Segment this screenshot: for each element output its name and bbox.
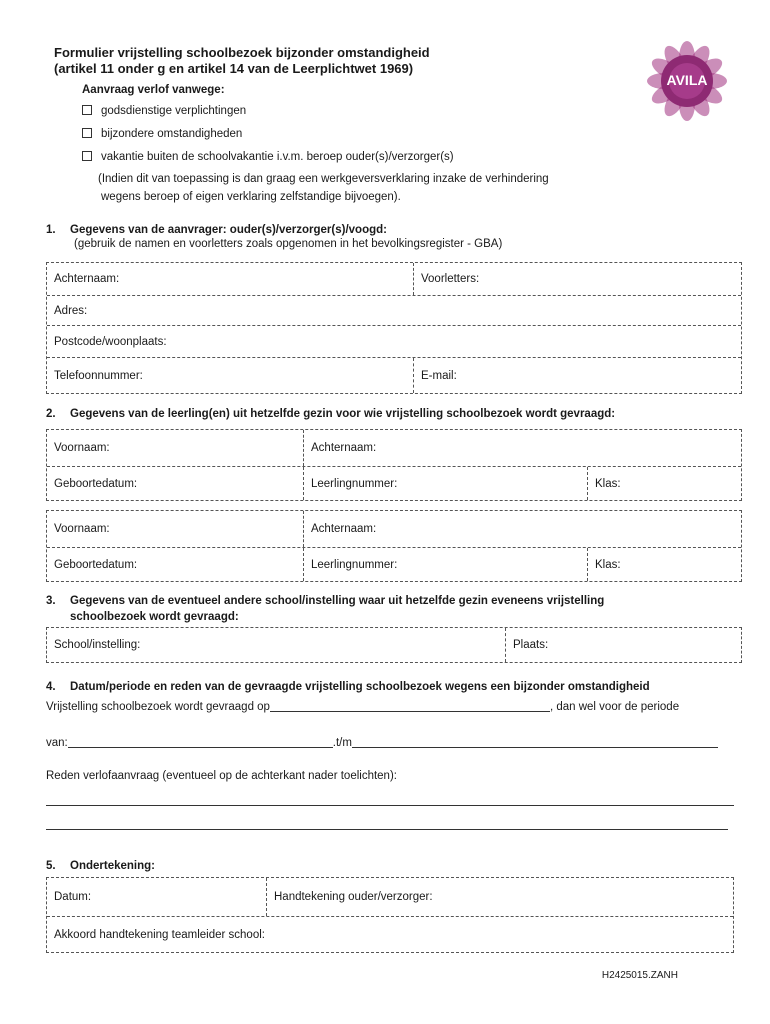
form-title-line-1: Formulier vrijstelling schoolbezoek bijzonder omstandigheid: [54, 45, 430, 60]
telefoon-field[interactable]: Telefoonnummer:: [54, 369, 143, 382]
applicant-table: [46, 262, 742, 394]
option-label: godsdienstige verplichtingen: [101, 105, 247, 117]
other-school-table: [46, 627, 742, 663]
email-field[interactable]: E-mail:: [413, 358, 741, 393]
table-row: [47, 295, 741, 325]
date-prefix: Vrijstelling schoolbezoek wordt gevraagd op: [46, 701, 270, 713]
section-number: 3.: [46, 595, 56, 607]
option-vakantie[interactable]: [82, 151, 454, 163]
table-row: [47, 628, 741, 662]
voornaam-field[interactable]: Voornaam:: [54, 523, 110, 535]
table-row: [47, 325, 741, 357]
table-row: [47, 357, 741, 393]
section-4-heading: [46, 679, 650, 695]
achternaam-field[interactable]: Achternaam:: [303, 430, 741, 466]
form-title-line-2: (artikel 11 onder g en artikel 14 van de Leerplichtwet 1969): [54, 61, 414, 76]
date-suffix: , dan wel voor de periode: [549, 701, 680, 713]
achternaam-field[interactable]: Achternaam:: [54, 273, 120, 285]
period-prefix: van:: [46, 737, 68, 749]
section-5-heading: [46, 858, 155, 874]
section-title-line-1: Gegevens van de eventueel andere school/instelling waar uit hetzelfde gezin eveneens vrijstelling: [70, 595, 605, 607]
student-table-2: [46, 510, 742, 582]
option-bijzonder[interactable]: [82, 128, 242, 140]
voorletters-field[interactable]: Voorletters:: [413, 263, 741, 295]
note-line-2: wegens beroep of eigen verklaring zelfstandige bijvoegen).: [101, 191, 401, 203]
table-row: [47, 547, 741, 581]
section-number: 5.: [46, 860, 56, 872]
logo-text: AVILA: [666, 72, 708, 88]
section-number: 2.: [46, 408, 56, 420]
section-title: Gegevens van de aanvrager: ouder(s)/verzorger(s)/voogd:: [70, 224, 387, 236]
option-godsdienstig[interactable]: [82, 105, 246, 117]
checkbox[interactable]: [82, 105, 92, 115]
period-line: [46, 736, 718, 749]
section-1-heading: [46, 222, 387, 238]
reason-line-1[interactable]: [46, 805, 734, 806]
option-label: bijzondere omstandigheden: [101, 128, 243, 140]
period-start-line[interactable]: [68, 736, 333, 748]
date-request-line: [46, 700, 679, 713]
period-mid: .t/m: [332, 737, 352, 749]
signature-table: [46, 877, 734, 953]
form-title: [54, 45, 430, 77]
geboortedatum-field[interactable]: Geboortedatum:: [54, 477, 138, 490]
section-title: Datum/periode en reden van de gevraagde vrijstelling schoolbezoek wegens een bijzonder omstandigheid: [70, 681, 650, 693]
section-3-heading: [46, 593, 604, 625]
leerlingnummer-field[interactable]: Leerlingnummer:: [303, 467, 587, 500]
section-title: Ondertekening:: [70, 860, 155, 872]
date-input-line[interactable]: [270, 700, 550, 712]
period-end-line[interactable]: [352, 736, 718, 748]
voornaam-field[interactable]: Voornaam:: [54, 442, 110, 454]
table-row: [47, 466, 741, 500]
section-2-heading: [46, 406, 615, 422]
school-field[interactable]: School/instelling:: [54, 639, 141, 651]
table-row: [47, 878, 733, 916]
avila-logo: [646, 40, 728, 122]
request-heading: Aanvraag verlof vanwege:: [82, 84, 225, 96]
form-code: H2425015.ZANH: [601, 970, 678, 981]
checkbox[interactable]: [82, 128, 92, 138]
klas-field[interactable]: Klas:: [587, 548, 741, 581]
klas-field[interactable]: Klas:: [587, 467, 741, 500]
section-title-line-2: schoolbezoek wordt gevraagd:: [70, 611, 239, 623]
student-table-1: [46, 429, 742, 501]
note-line-1: (Indien dit van toepassing is dan graag een werkgeversverklaring inzake de verhindering: [98, 173, 549, 185]
plaats-field[interactable]: Plaats:: [505, 628, 741, 662]
datum-field[interactable]: Datum:: [54, 891, 92, 903]
table-row: [47, 430, 741, 466]
leerlingnummer-field[interactable]: Leerlingnummer:: [303, 548, 587, 581]
section-number: 4.: [46, 681, 56, 693]
section-1-subheading: (gebruik de namen en voorletters zoals opgenomen in het bevolkingsregister - GBA): [74, 238, 503, 250]
request-note: [98, 170, 549, 206]
postcode-field[interactable]: Postcode/woonplaats:: [54, 335, 167, 348]
handtekening-field[interactable]: Handtekening ouder/verzorger:: [266, 878, 733, 916]
table-row: [47, 263, 741, 295]
section-colon: :: [611, 408, 616, 420]
table-row: [47, 916, 733, 952]
reason-line-2[interactable]: [46, 829, 728, 830]
option-label: vakantie buiten de schoolvakantie i.v.m. beroep ouder(s)/verzorger(s): [101, 151, 454, 163]
section-number: 1.: [46, 224, 56, 236]
reason-label: Reden verlofaanvraag (eventueel op de achterkant nader toelichten):: [46, 770, 397, 782]
achternaam-field[interactable]: Achternaam:: [303, 511, 741, 547]
akkoord-field[interactable]: Akkoord handtekening teamleider school:: [54, 928, 265, 941]
table-row: [47, 511, 741, 547]
geboortedatum-field[interactable]: Geboortedatum:: [54, 558, 138, 571]
section-title: Gegevens van de leerling(en) uit hetzelfde gezin voor wie vrijstelling schoolbezoek wordt gevraagd: [70, 408, 612, 420]
checkbox[interactable]: [82, 151, 92, 161]
adres-field[interactable]: Adres:: [54, 304, 88, 317]
